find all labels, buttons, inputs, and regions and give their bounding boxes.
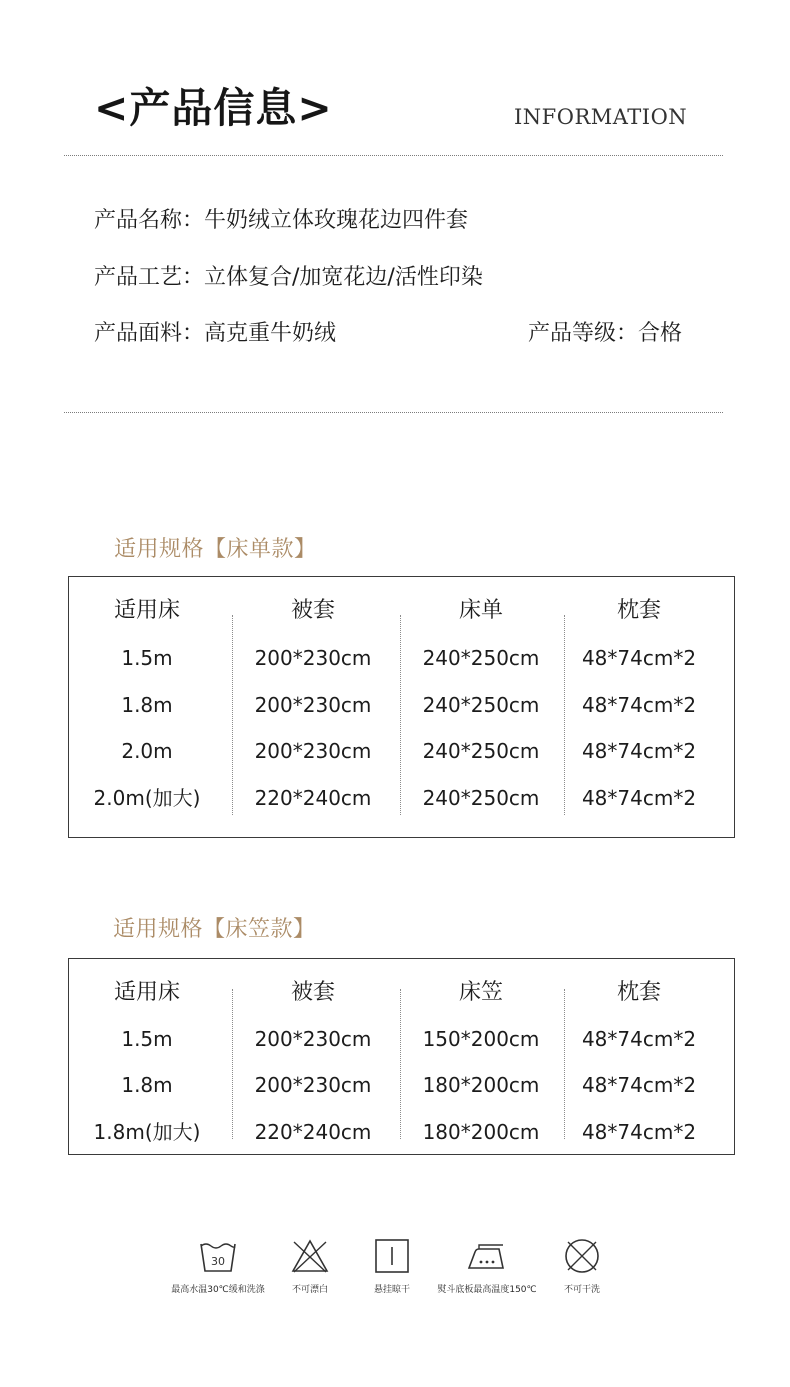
care-item-no-bleach xyxy=(270,1238,350,1296)
care-label: 不可干洗 xyxy=(563,1285,600,1295)
col-header: 床笠 xyxy=(458,980,503,1005)
product-craft-row xyxy=(94,262,483,294)
care-label: 熨斗底板最高温度150℃ xyxy=(437,1285,537,1295)
spec-sheet-table xyxy=(68,576,735,838)
col-header: 适用床 xyxy=(113,598,180,623)
top-divider xyxy=(64,155,723,156)
care-item-hang-dry xyxy=(352,1238,432,1296)
table-cell: 200*230cm xyxy=(254,646,372,670)
spec-fitted-title: 适用规格【床笠款】 xyxy=(113,917,316,942)
product-fabric-label: 产品面料： xyxy=(94,321,205,346)
care-label: 不可漂白 xyxy=(291,1285,328,1295)
table-cell: 240*250cm xyxy=(422,693,540,717)
product-name-label: 产品名称： xyxy=(94,208,205,233)
product-grade-label: 产品等级： xyxy=(528,321,639,346)
product-craft-label: 产品工艺： xyxy=(94,265,205,290)
no-dry-clean-icon xyxy=(562,1238,602,1274)
product-craft-value: 立体复合/加宽花边/活性印染 xyxy=(204,265,483,290)
table-cell: 48*74cm*2 xyxy=(581,646,697,670)
table-cell: 48*74cm*2 xyxy=(581,786,697,810)
page-title: <产品信息> xyxy=(94,84,333,132)
column-divider xyxy=(232,989,233,1139)
table-cell: 220*240cm xyxy=(254,1120,372,1144)
table-cell: 1.5m xyxy=(121,646,173,670)
spec-fitted-col-bed xyxy=(79,959,215,1154)
product-grade-row xyxy=(528,318,682,350)
spec-fitted-col-pillow xyxy=(567,959,711,1154)
spec-fitted-table xyxy=(68,958,735,1155)
spec-fitted-col-fitted-sheet xyxy=(407,959,555,1154)
table-cell: 220*240cm xyxy=(254,786,372,810)
col-header: 床单 xyxy=(458,598,503,623)
care-item-iron xyxy=(432,1238,542,1296)
wash-30-icon xyxy=(198,1238,238,1274)
table-cell: 200*230cm xyxy=(254,739,372,763)
table-cell: 48*74cm*2 xyxy=(581,1120,697,1144)
col-header: 被套 xyxy=(290,980,335,1005)
table-cell: 2.0m xyxy=(121,739,173,763)
table-cell: 1.5m xyxy=(121,1027,173,1051)
table-cell: 48*74cm*2 xyxy=(581,1073,697,1097)
column-divider xyxy=(232,615,233,815)
spec-fitted-col-duvet xyxy=(239,959,387,1154)
table-cell: 200*230cm xyxy=(254,1073,372,1097)
table-cell: 48*74cm*2 xyxy=(581,739,697,763)
spec-sheet-col-bed xyxy=(79,577,215,837)
table-cell: 240*250cm xyxy=(422,786,540,810)
product-fabric-value: 高克重牛奶绒 xyxy=(204,321,337,346)
spec-sheet-col-pillow xyxy=(567,577,711,837)
col-header: 枕套 xyxy=(616,598,661,623)
no-bleach-icon xyxy=(290,1238,330,1274)
svg-text:30: 30 xyxy=(211,1255,225,1268)
column-divider xyxy=(400,615,401,815)
care-item-no-dry-clean xyxy=(542,1238,622,1296)
table-cell: 1.8m xyxy=(121,1073,173,1097)
care-label: 最高水温30℃缓和洗涤 xyxy=(171,1285,265,1295)
column-divider xyxy=(564,989,565,1139)
table-cell: 180*200cm xyxy=(422,1120,540,1144)
hang-dry-icon xyxy=(372,1238,412,1274)
col-header: 适用床 xyxy=(113,980,180,1005)
english-subtitle: INFORMATION xyxy=(514,105,688,129)
table-cell: 48*74cm*2 xyxy=(581,1027,697,1051)
table-cell: 1.8m(加大) xyxy=(93,1120,201,1144)
table-cell: 200*230cm xyxy=(254,1027,372,1051)
product-name-value: 牛奶绒立体玫瑰花边四件套 xyxy=(204,208,469,233)
table-cell: 240*250cm xyxy=(422,646,540,670)
table-cell: 2.0m(加大) xyxy=(93,786,201,810)
table-cell: 200*230cm xyxy=(254,693,372,717)
spec-sheet-col-duvet xyxy=(239,577,387,837)
table-cell: 180*200cm xyxy=(422,1073,540,1097)
spec-sheet-title: 适用规格【床单款】 xyxy=(114,537,317,562)
product-name-row xyxy=(94,205,468,237)
table-cell: 48*74cm*2 xyxy=(581,693,697,717)
table-cell: 240*250cm xyxy=(422,739,540,763)
column-divider xyxy=(564,615,565,815)
col-header: 枕套 xyxy=(616,980,661,1005)
table-cell: 1.8m xyxy=(121,693,173,717)
column-divider xyxy=(400,989,401,1139)
table-cell: 150*200cm xyxy=(422,1027,540,1051)
info-divider xyxy=(64,412,723,413)
care-item-wash xyxy=(168,1238,268,1296)
product-fabric-row xyxy=(94,318,336,350)
product-grade-value: 合格 xyxy=(638,321,683,346)
spec-sheet-col-sheet xyxy=(407,577,555,837)
care-label: 悬挂晾干 xyxy=(373,1285,410,1295)
col-header: 被套 xyxy=(290,598,335,623)
iron-150-icon xyxy=(465,1238,509,1274)
